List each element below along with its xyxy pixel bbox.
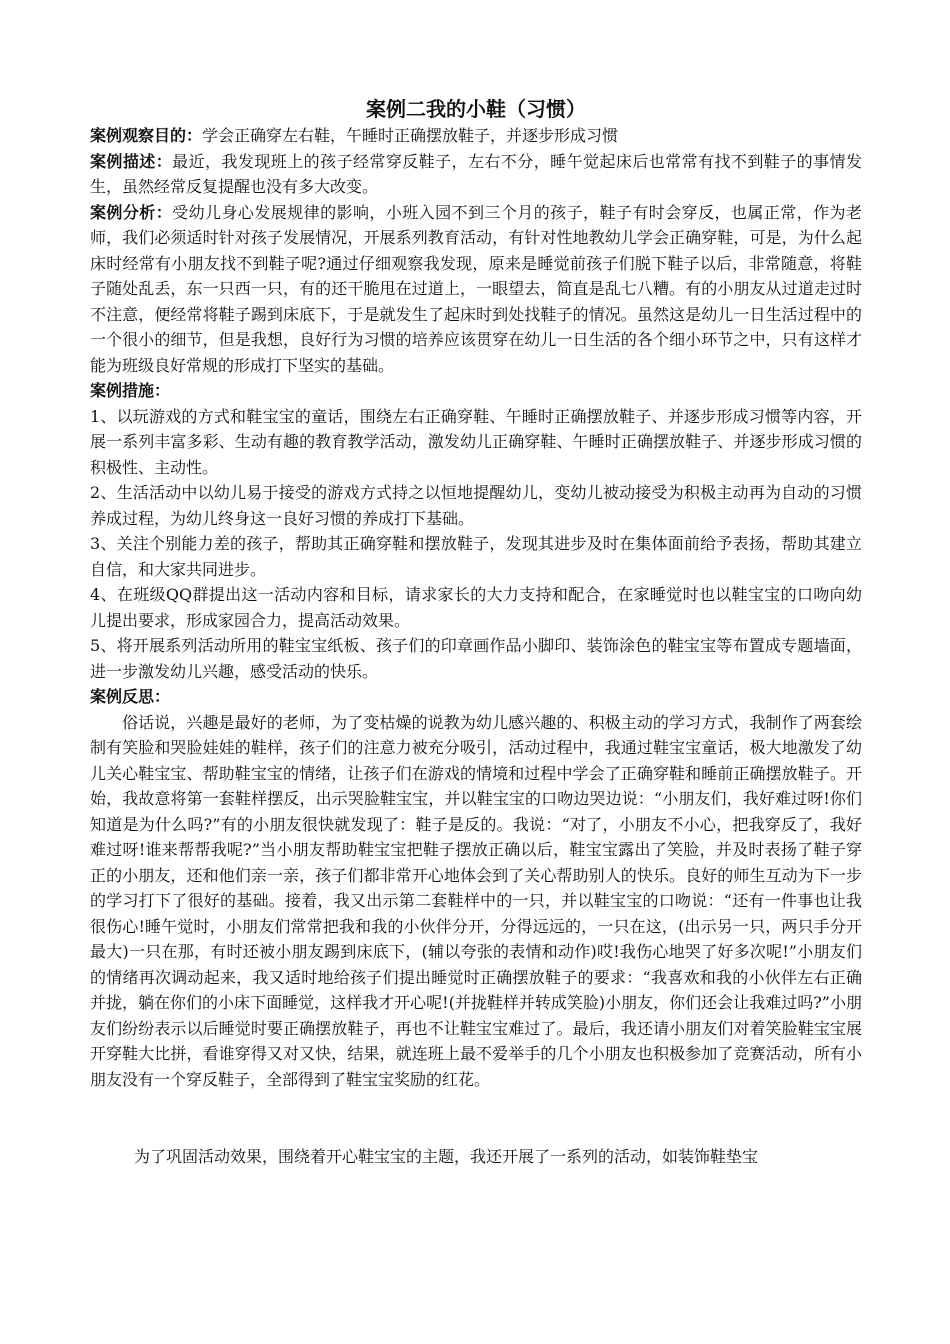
reflection-text: 俗话说，兴趣是最好的老师，为了变枯燥的说教为幼儿感兴趣的、积极主动的学习方式，我制作了两套绘制有笑脸和哭脸娃娃的鞋样，孩子们的注意力被充分吸引，活动过程中，我通过鞋宝宝童话，极大地激发了幼儿关心鞋宝宝、帮助鞋宝宝的情绪，让孩子们在游戏的情境和过程中学会了正确穿鞋和睡前正确摆放鞋子。开始，我故意将第一套鞋样摆反，出示哭脸鞋宝宝，并以鞋宝宝的口吻边哭边说：“小朋友们，我好难过呀!你们知道是为什么吗?”有的小朋友很快就发现了：鞋子是反的。我说：“对了，小朋友不小心，把我穿反了，我好难过呀!谁来帮帮我呢?”当小朋友帮助鞋宝宝把鞋子摆放正确以后，鞋宝宝露出了笑脸，并及时表扬了鞋子穿正的小朋友，还和他们亲一亲，孩子们都非常开心地体会到了关心帮助别人的快乐。良好的师生互动为下一步的学习打下了很好的基础。接着，我又出示第二套鞋样中的一只，并以鞋宝宝的口吻说：“还有一件事也让我很伤心!睡午觉时，小朋友们常常把我和我的小伙伴分开，分得远远的，一只在这，(出示另一只，两只手分开最大)一只在那，有时还被小朋友踢到床底下，(辅以夸张的表情和动作)哎!我伤心地哭了好多次呢!”小朋友们的情绪再次调动起来，我又适时地给孩子们提出睡觉时正确摆放鞋子的要求：“我喜欢和我的小伙伴左右正确并拢，躺在你们的小床下面睡觉，这样我才开心呢!(并拢鞋样并转成笑脸)小朋友，你们还会让我难过吗?”小朋友们纷纷表示以后睡觉时要正确摆放鞋子，再也不让鞋宝宝难过了。最后，我还请小朋友们对着笑脸鞋宝宝展开穿鞋大比拼，看谁穿得又对又快，结果，就连班上最不爱举手的几个小朋友也积极参加了竞赛活动，所有小朋友没有一个穿反鞋子，全部得到了鞋宝宝奖励的红花。 — [90, 712, 862, 1089]
description-label: 案例描述： — [90, 151, 173, 171]
document-page — [90, 95, 862, 1170]
purpose-paragraph — [90, 123, 862, 149]
purpose-label: 案例观察目的： — [90, 126, 203, 145]
measures-label: 案例措施： — [90, 381, 171, 400]
measure-item: 5、将开展系列活动所用的鞋宝宝纸板、孩子们的印章画作品小脚印、装饰涂色的鞋宝宝等布置成专题墙面，进一步激发幼儿兴趣，感受活动的快乐。 — [90, 636, 862, 681]
measure-item: 2、生活活动中以幼儿易于接受的游戏方式持之以恒地提醒幼儿，变幼儿被动接受为积极主动再为自动的习惯养成过程，为幼儿终身这一良好习惯的养成打下基础。 — [90, 483, 862, 528]
description-text: 最近，我发现班上的孩子经常穿反鞋子，左右不分，睡午觉起床后也常常有找不到鞋子的事情发生，虽然经常反复提醒也没有多大改变。 — [90, 151, 862, 196]
measure-item: 3、关注个别能力差的孩子，帮助其正确穿鞋和摆放鞋子，发现其进步及时在集体面前给予表扬，帮助其建立自信，和大家共同进步。 — [90, 534, 862, 579]
paragraph-gap — [90, 1092, 862, 1144]
measure-item: 1、以玩游戏的方式和鞋宝宝的童话，围绕左右正确穿鞋、午睡时正确摆放鞋子、并逐步形成习惯等内容，开展一系列丰富多彩、生动有趣的教育教学活动，激发幼儿正确穿鞋、午睡时正确摆放鞋子、并逐步形成习惯的积极性、主动性。 — [90, 406, 862, 477]
analysis-paragraph — [90, 200, 862, 379]
reflection-label: 案例反思： — [90, 687, 171, 706]
measure-item: 4、在班级QQ群提出这一活动内容和目标，请求家长的大力支持和配合，在家睡觉时也以鞋宝宝的口吻向幼儿提出要求，形成家园合力，提高活动效果。 — [90, 585, 862, 630]
analysis-label: 案例分析： — [90, 202, 173, 222]
analysis-text: 受幼儿身心发展规律的影响，小班入园不到三个月的孩子，鞋子有时会穿反，也属正常，作为老师，我们必须适时针对孩子发展情况，开展系列教育活动，有针对性地教幼儿学会正确穿鞋，可是，为什么起床时经常有小朋友找不到鞋子呢?通过仔细观察我发现，原来是睡觉前孩子们脱下鞋子以后，非常随意，将鞋子随处乱丢，东一只西一只，有的还干脆甩在过道上，一眼望去，简直是乱七八糟。有的小朋友从过道走过时不注意，便经常将鞋子踢到床底下，于是就发生了起床时到处找鞋子的情况。虽然这是幼儿一日生活过程中的一个很小的细节，但是我想，良好行为习惯的培养应该贯穿在幼儿一日生活的各个细小环节之中，只有这样才能为班级良好常规的形成打下坚实的基础。 — [90, 202, 862, 375]
description-paragraph — [90, 149, 862, 200]
document-title: 案例二我的小鞋（习惯） — [366, 97, 586, 121]
purpose-text: 学会正确穿左右鞋，午睡时正确摆放鞋子，并逐步形成习惯 — [202, 126, 619, 145]
closing-paragraph: 为了巩固活动效果，围绕着开心鞋宝宝的主题，我还开展了一系列的活动，如装饰鞋垫宝 — [134, 1147, 759, 1166]
